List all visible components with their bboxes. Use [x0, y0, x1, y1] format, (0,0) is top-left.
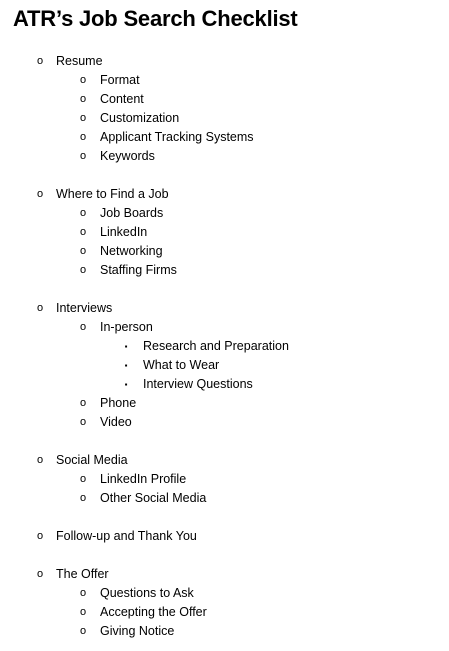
- hollow-circle-bullet-icon: o: [79, 264, 87, 276]
- hollow-circle-bullet-icon: o: [36, 55, 44, 67]
- item-label: Video: [100, 415, 132, 429]
- item-label: LinkedIn Profile: [100, 472, 187, 486]
- hollow-circle-bullet-icon: o: [36, 568, 44, 580]
- item-label: Job Boards: [100, 206, 164, 220]
- item-label: Content: [100, 92, 144, 106]
- hollow-circle-bullet-icon: o: [79, 473, 87, 485]
- item-label: Other Social Media: [100, 491, 207, 505]
- square-bullet-icon: ▪: [124, 342, 128, 351]
- square-bullet-icon: ▪: [124, 361, 128, 370]
- item-label: Keywords: [100, 149, 155, 163]
- hollow-circle-bullet-icon: o: [79, 207, 87, 219]
- item-label: In-person: [100, 320, 153, 334]
- item-label: Customization: [100, 111, 180, 125]
- section-label: Resume: [56, 54, 103, 68]
- subitem-label: Research and Preparation: [143, 339, 289, 353]
- hollow-circle-bullet-icon: o: [79, 112, 87, 124]
- section-label: Interviews: [56, 301, 113, 315]
- item-label: Giving Notice: [100, 624, 175, 638]
- hollow-circle-bullet-icon: o: [79, 321, 87, 333]
- hollow-circle-bullet-icon: o: [79, 245, 87, 257]
- hollow-circle-bullet-icon: o: [79, 606, 87, 618]
- hollow-circle-bullet-icon: o: [36, 188, 44, 200]
- item-label: Phone: [100, 396, 137, 410]
- hollow-circle-bullet-icon: o: [79, 150, 87, 162]
- hollow-circle-bullet-icon: o: [79, 587, 87, 599]
- section-label: Where to Find a Job: [56, 187, 169, 201]
- hollow-circle-bullet-icon: o: [79, 131, 87, 143]
- hollow-circle-bullet-icon: o: [79, 74, 87, 86]
- hollow-circle-bullet-icon: o: [36, 530, 44, 542]
- item-label: LinkedIn: [100, 225, 148, 239]
- hollow-circle-bullet-icon: o: [79, 397, 87, 409]
- hollow-circle-bullet-icon: o: [79, 93, 87, 105]
- section-label: The Offer: [56, 567, 109, 581]
- hollow-circle-bullet-icon: o: [79, 492, 87, 504]
- subitem-label: Interview Questions: [143, 377, 253, 391]
- section-label: Social Media: [56, 453, 128, 467]
- hollow-circle-bullet-icon: o: [79, 416, 87, 428]
- page-title: ATR’s Job Search Checklist: [13, 6, 298, 31]
- hollow-circle-bullet-icon: o: [79, 226, 87, 238]
- hollow-circle-bullet-icon: o: [36, 454, 44, 466]
- item-label: Networking: [100, 244, 163, 258]
- section-label: Follow-up and Thank You: [56, 529, 197, 543]
- item-label: Staffing Firms: [100, 263, 177, 277]
- subitem-label: What to Wear: [143, 358, 220, 372]
- item-label: Accepting the Offer: [100, 605, 207, 619]
- item-label: Format: [100, 73, 140, 87]
- square-bullet-icon: ▪: [124, 380, 128, 389]
- item-label: Questions to Ask: [100, 586, 194, 600]
- hollow-circle-bullet-icon: o: [79, 625, 87, 637]
- item-label: Applicant Tracking Systems: [100, 130, 254, 144]
- hollow-circle-bullet-icon: o: [36, 302, 44, 314]
